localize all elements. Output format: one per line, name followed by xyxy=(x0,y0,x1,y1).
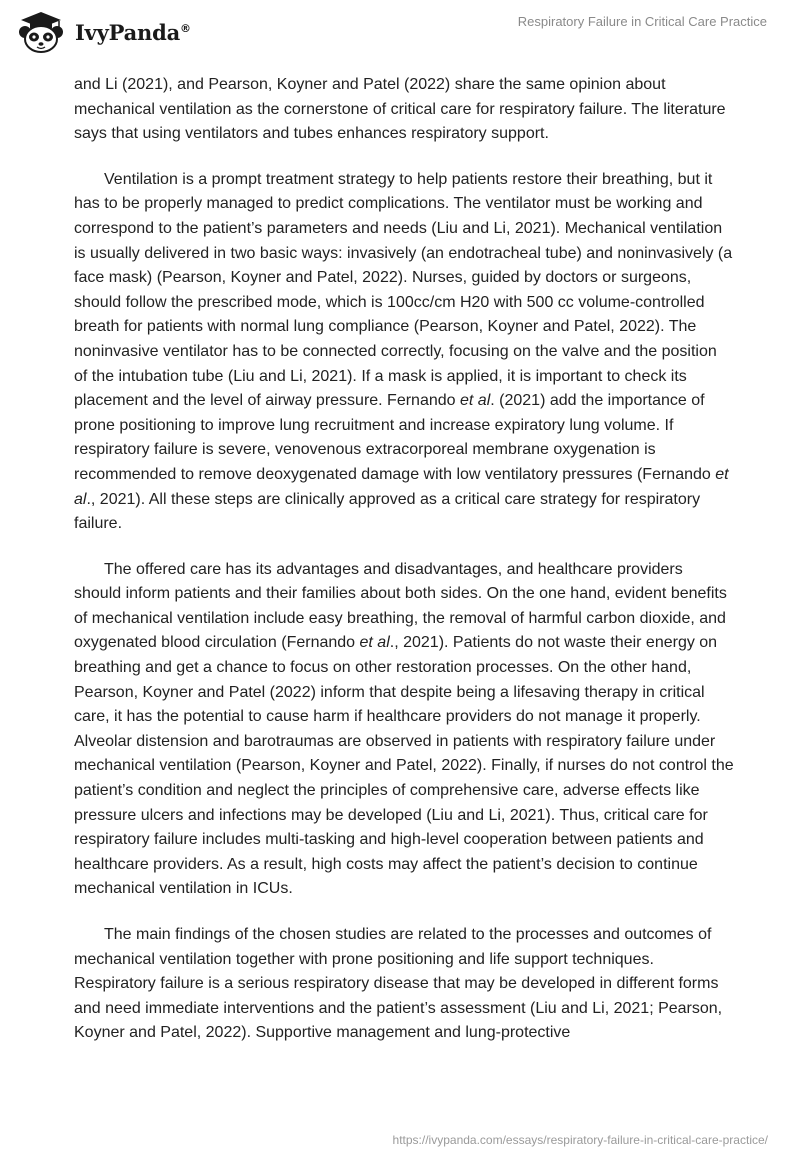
paragraph-text: ., 2021). All these steps are clinically approved as a critical care strategy for respiratory failure. xyxy=(74,490,701,533)
essay-paragraph xyxy=(74,923,734,1046)
paragraph-text: Ventilation is a prompt treatment strategy to help patients restore their breathing, but it has to be properly managed to predict complications. The ventilator must be working and correspond to the patient’s parameters and needs (Liu and Li, 2021). Mechanical ventilation is usually delivered in two basic ways: invasively (an endotracheal tube) and noninvasively (a face mask) (Pearson, Koyner and Patel, 2022). Nurses, guided by doctors or surgeons, should follow the prescribed mode, which is 100cc/cm H20 with 500 cc volume-controlled breath for patients with normal lung compliance (Pearson, Koyner and Patel, 2022). The noninvasive ventilator has to be connected correctly, focusing on the valve and the position of the intubation tube (Liu and Li, 2021). If a mask is applied, it is important to check its placement and the level of airway pressure. Fernando xyxy=(74,170,733,410)
italic-text: et al xyxy=(460,392,491,410)
paragraph-text: and Li (2021), and Pearson, Koyner and Patel (2022) share the same opinion about mechanical ventilation as the cornerstone of critical care for respiratory failure. The literature says that using ventilators and tubes enhances respiratory support. xyxy=(74,76,726,143)
page-header xyxy=(0,0,800,62)
essay-paragraph xyxy=(74,558,734,902)
registered-mark: ® xyxy=(180,21,191,35)
essay-paragraph xyxy=(74,73,734,147)
paragraph-text: . (2021) add the importance of prone positioning to improve lung recruitment and increase expiratory lung volume. If respiratory failure is severe, venovenous extracorporeal membrane oxygenation is recommended to remove deoxygenated damage with low ventilatory pressures (Fernando xyxy=(74,392,716,483)
panda-graduate-icon xyxy=(15,10,67,54)
paragraph-text: ., 2021). Patients do not waste their energy on breathing and get a chance to focus on other restoration processes. On the other hand, Pearson, Koyner and Patel (2022) inform that despite being a lifesaving therapy in critical care, it has the potential to cause harm if healthcare providers do not manage it properly. Alveolar distension and barotraumas are observed in patients with respiratory failure under mechanical ventilation (Pearson, Koyner and Patel, 2022). Finally, if nurses do not control the patient’s condition and neglect the principles of comprehensive care, adverse effects like pressure ulcers and infections may be developed (Liu and Li, 2021). Thus, critical care for respiratory failure includes multi-tasking and high-level cooperation between patients and healthcare providers. As a result, high costs may affect the patient’s decision to continue mechanical ventilation in ICUs. xyxy=(74,634,734,898)
ivypanda-logo[interactable] xyxy=(15,10,191,54)
paragraph-text: The offered care has its advantages and disadvantages, and healthcare providers should inform patients and their families about both sides. On the one hand, evident benefits of mechanical ventilation include easy breathing, the removal of harmful carbon dioxide, and oxygenated blood circulation (Fernando xyxy=(74,560,727,652)
paragraph-text: The main findings of the chosen studies are related to the processes and outcomes of mechanical ventilation together with prone positioning and life support techniques. Respiratory failure is a serious respiratory disease that may be developed in different forms and need immediate interventions and the patient’s assessment (Liu and Li, 2021; Pearson, Koyner and Patel, 2022). Supportive management and lung-protective xyxy=(74,926,723,1042)
brand-name: IvyPanda® xyxy=(75,19,191,45)
italic-text: et al xyxy=(359,634,390,652)
document-title: Respiratory Failure in Critical Care Practice xyxy=(517,14,767,29)
essay-body xyxy=(74,73,734,1067)
essay-paragraph xyxy=(74,168,734,537)
italic-text: et al xyxy=(74,465,729,508)
source-url[interactable]: https://ivypanda.com/essays/respiratory-failure-in-critical-care-practice/ xyxy=(392,1133,768,1147)
